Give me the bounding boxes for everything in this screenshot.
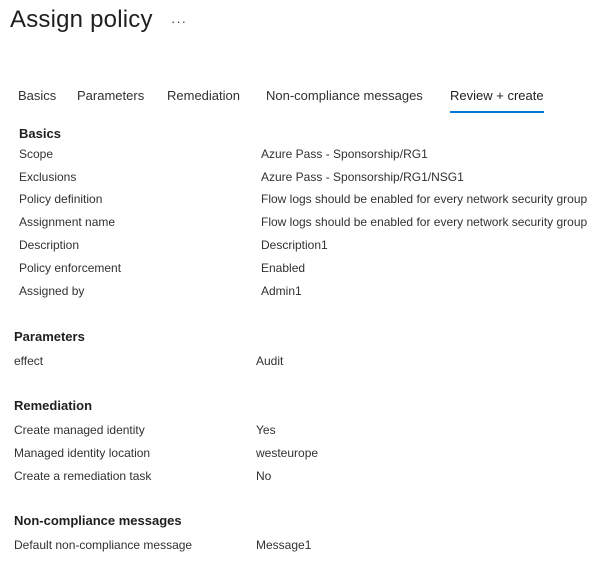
tab-non-compliance-messages[interactable]: Non-compliance messages [266, 88, 423, 103]
row-label: effect [14, 354, 44, 368]
tab-parameters[interactable]: Parameters [77, 88, 145, 103]
section-title-parameters: Parameters [14, 329, 85, 344]
tab-basics[interactable]: Basics [18, 88, 57, 103]
more-options-icon[interactable]: ··· [171, 14, 187, 29]
row-value: Audit [256, 354, 284, 368]
row-value: Message1 [256, 538, 312, 552]
row-label: Description [19, 238, 80, 252]
row-label: Create a remediation task [14, 469, 152, 483]
row-value: Enabled [261, 261, 306, 275]
row-value: No [256, 469, 272, 483]
row-label: Assigned by [19, 284, 85, 298]
row-label: Scope [19, 147, 54, 161]
row-label: Policy enforcement [19, 261, 122, 275]
row-value: Azure Pass - Sponsorship/RG1/NSG1 [261, 170, 464, 184]
row-value: Flow logs should be enabled for every network security group [261, 192, 588, 206]
row-value: Admin1 [261, 284, 302, 298]
row-value: Azure Pass - Sponsorship/RG1 [261, 147, 428, 161]
section-title-basics: Basics [19, 126, 61, 141]
tab-review-create[interactable]: Review + create [450, 88, 544, 114]
section-title-non-compliance: Non-compliance messages [14, 513, 182, 528]
row-value: westeurope [256, 446, 319, 460]
row-label: Exclusions [19, 170, 77, 184]
page-title: Assign policy [10, 6, 153, 33]
section-title-remediation: Remediation [14, 398, 93, 413]
row-value: Description1 [261, 238, 328, 252]
row-value: Yes [256, 423, 276, 437]
row-label: Policy definition [19, 192, 103, 206]
row-label: Default non-compliance message [14, 538, 193, 552]
row-value: Flow logs should be enabled for every network security group [261, 215, 588, 229]
tab-remediation[interactable]: Remediation [167, 88, 240, 103]
row-label: Assignment name [19, 215, 116, 229]
row-label: Create managed identity [14, 423, 145, 437]
row-label: Managed identity location [14, 446, 151, 460]
